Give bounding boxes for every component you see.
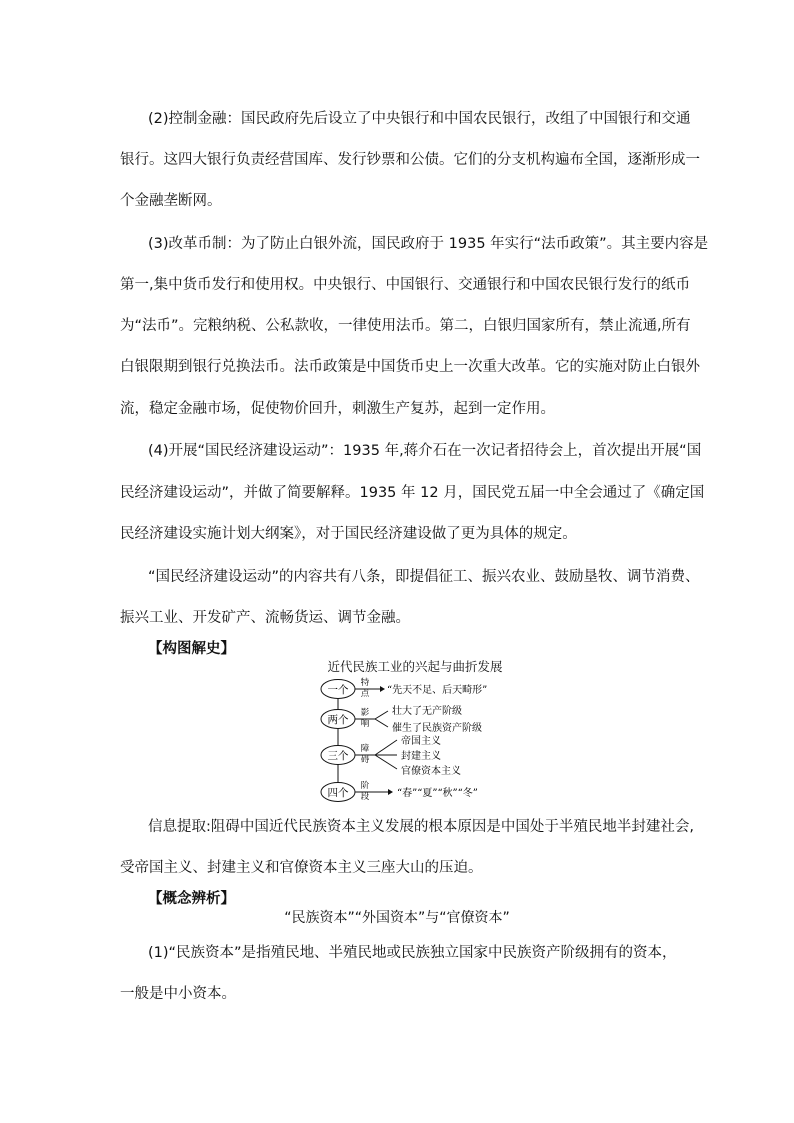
paragraph-national-capital-line-1: (1)“民族资本”是指殖民地、半殖民地或民族独立国家中民族资产阶级拥有的资本， bbox=[148, 945, 677, 961]
paragraph-control-finance-line-1: (2)控制金融：国民政府先后设立了中央银行和中国农民银行，改组了中国银行和交通 bbox=[148, 111, 691, 127]
paragraph-control-finance-line-3: 个金融垄断网。 bbox=[120, 193, 222, 209]
paragraph-eight-items-line-2: 振兴工业、开发矿产、流畅货运、调节金融。 bbox=[120, 610, 410, 626]
node-tag: 碍 bbox=[360, 755, 370, 765]
paragraph-currency-reform-line-5: 流，稳定金融市场，促使物价回升，刺激生产复苏，起到一定作用。 bbox=[120, 401, 555, 417]
paragraph-currency-reform-line-1: (3)改革币制：为了防止白银外流，国民政府于 1935 年实行“法币政策”。其主要内容是 bbox=[148, 236, 709, 252]
paragraph-national-capital-line-2: 一般是中小资本。 bbox=[120, 986, 236, 1002]
paragraph-currency-reform-line-4: 白银限期到银行兑换法币。法币政策是中国货币史上一次重大改革。它的实施对防止白银外 bbox=[120, 359, 700, 375]
paragraph-control-finance-line-2: 银行。这四大银行负责经营国库、发行钞票和公债。它们的分支机构遍布全国，逐渐形成一 bbox=[120, 152, 700, 168]
paragraph-economic-movement-line-1: (4)开展“国民经济建设运动”：1935 年,蒋介石在一次记者招待会上，首次提出开展“国 bbox=[148, 443, 702, 459]
diagram-node-one bbox=[321, 677, 487, 699]
paragraph-economic-movement-line-3: 民经济建设实施计划大纲案》，对于国民经济建设做了更为具体的规定。 bbox=[120, 526, 577, 542]
node-item: 帝国主义 bbox=[401, 736, 441, 747]
paragraph-currency-reform-line-2: 第一,集中货币发行和使用权。中央银行、中国银行、交通银行和中国农民银行发行的纸币 bbox=[120, 277, 691, 293]
paragraph-economic-movement-line-2: 民经济建设运动”，并做了简要解释。1935 年 12 月，国民党五届一中全会通过了《确定国 bbox=[120, 485, 705, 501]
node-tag: 段 bbox=[360, 792, 370, 802]
node-tag: 阶 bbox=[360, 781, 370, 791]
section-header-gainian: 【概念辨析】 bbox=[148, 891, 235, 907]
node-tag: 障 bbox=[360, 744, 370, 754]
node-item: 壮大了无产阶级 bbox=[392, 706, 462, 717]
node-label: 两个 bbox=[327, 714, 349, 726]
concept-title: “民族资本”“外国资本”与“官僚资本” bbox=[284, 910, 510, 926]
node-tag: 影 bbox=[360, 708, 370, 718]
paragraph-info-extraction-line-1: 信息提取:阻碍中国近代民族资本主义发展的根本原因是中国处于半殖民地半封建社会, bbox=[148, 819, 694, 835]
node-label: 三个 bbox=[327, 750, 349, 762]
development-diagram bbox=[300, 656, 540, 806]
node-item: 催生了民族资产阶级 bbox=[392, 723, 482, 734]
diagram-node-two bbox=[321, 704, 482, 734]
diagram-node-three bbox=[321, 734, 461, 777]
paragraph-eight-items-line-1: “国民经济建设运动”的内容共有八条，即提倡征工、振兴农业、鼓励垦牧、调节消费、 bbox=[148, 569, 700, 585]
node-item: 封建主义 bbox=[401, 751, 441, 762]
paragraph-currency-reform-line-3: 为“法币”。完粮纳税、公私款收，一律使用法币。第二，白银归国家所有，禁止流通,所有 bbox=[120, 318, 691, 334]
node-label: 四个 bbox=[327, 787, 349, 799]
node-item: “先天不足、后天畸形” bbox=[387, 685, 488, 696]
node-item: 官僚资本主义 bbox=[401, 766, 461, 777]
section-header-goutu: 【构图解史】 bbox=[148, 641, 235, 657]
node-label: 一个 bbox=[327, 684, 349, 696]
node-item: “春”“夏”“秋”“冬” bbox=[397, 788, 478, 799]
paragraph-info-extraction-line-2: 受帝国主义、封建主义和官僚资本主义三座大山的压迫。 bbox=[120, 860, 483, 876]
diagram-node-four bbox=[321, 781, 478, 802]
node-tag: 点 bbox=[360, 689, 370, 699]
node-tag: 响 bbox=[360, 719, 370, 729]
node-tag: 特 bbox=[360, 678, 370, 688]
diagram-title: 近代民族工业的兴起与曲折发展 bbox=[327, 659, 503, 674]
